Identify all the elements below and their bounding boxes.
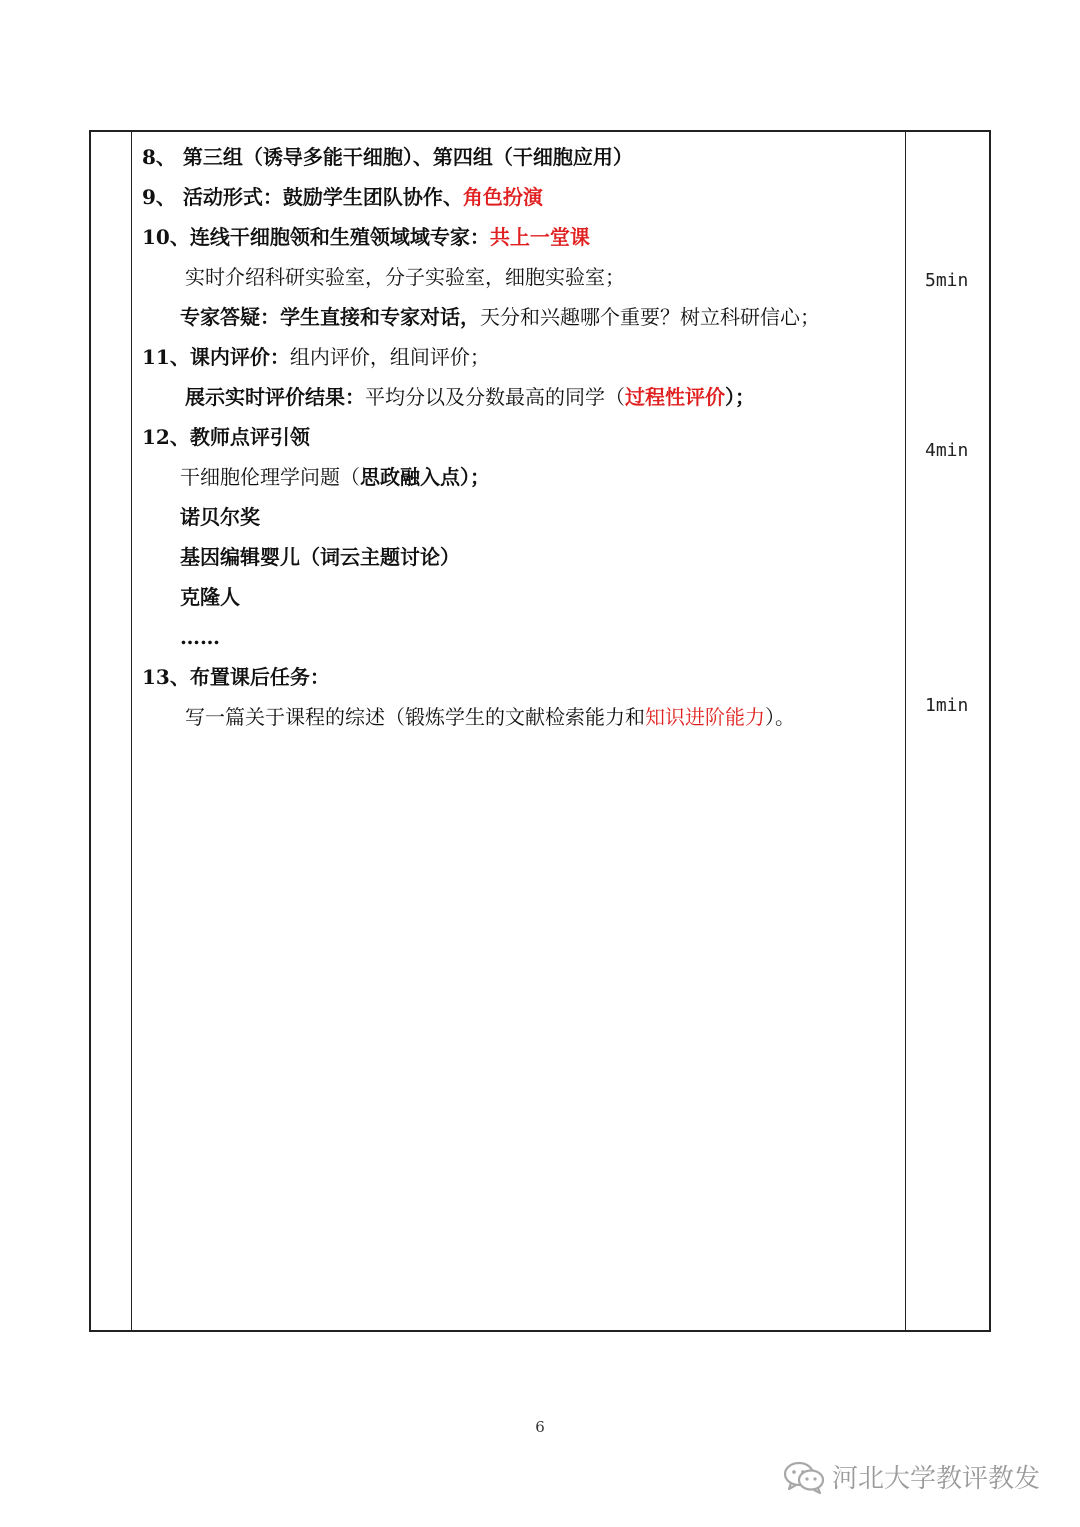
lesson-line-text: ）。 xyxy=(765,705,795,729)
lesson-line xyxy=(180,543,460,571)
lesson-line xyxy=(142,223,590,251)
lesson-line-text: 实时介绍科研实验室，分子实验室，细胞实验室； xyxy=(185,265,625,289)
lesson-line-text: 展示实时评价结果： xyxy=(185,385,365,409)
time-duration: 1min xyxy=(925,695,969,716)
lesson-line xyxy=(180,503,260,531)
lesson-line-text: 克隆人 xyxy=(180,585,240,609)
lesson-line-text: 专家答疑：学生直接和专家对话， xyxy=(180,305,480,329)
lesson-line-text: ）； xyxy=(725,385,755,409)
lesson-line xyxy=(180,463,490,491)
time-duration: 4min xyxy=(925,440,969,461)
lesson-line-text: 写一篇关于课程的综述（锻炼学生的文献检索能力和 xyxy=(185,705,645,729)
lesson-line-text: 组内评价，组间评价； xyxy=(289,345,490,369)
watermark-text: 河北大学教评教发 xyxy=(832,1464,1041,1494)
lesson-line-text: 基因编辑婴儿（词云主题讨论） xyxy=(180,545,460,569)
lesson-line-text: 天分和兴趣哪个重要？树立科研信心； xyxy=(480,305,820,329)
lesson-line xyxy=(185,383,755,411)
lesson-line-text: 知识进阶能力 xyxy=(645,705,765,729)
lesson-line-text: 8、 第三组（诱导多能干细胞）、第四组（干细胞应用） xyxy=(142,145,633,169)
lesson-line-text: 干细胞伦理学问题（ xyxy=(180,465,360,489)
lesson-line-text: 11、课内评价： xyxy=(142,345,290,369)
lesson-line-text: 平均分以及分数最高的同学（ xyxy=(365,385,625,409)
lesson-line-text: 诺贝尔奖 xyxy=(180,505,260,529)
lesson-line xyxy=(142,183,543,211)
lesson-line xyxy=(142,663,330,691)
lesson-line xyxy=(180,583,240,611)
lesson-line xyxy=(180,303,820,331)
wechat-icon xyxy=(782,1459,826,1495)
lesson-line xyxy=(142,423,310,451)
lesson-line-text: …… xyxy=(180,625,220,649)
lesson-line-text: 10、连线干细胞领和生殖领域域专家： xyxy=(142,225,490,249)
table-right-divider xyxy=(905,132,906,1330)
lesson-line-text: ）； xyxy=(460,465,490,489)
lesson-line xyxy=(185,263,625,291)
lesson-line-text: 9、 活动形式：鼓励学生团队协作、 xyxy=(142,185,463,209)
lesson-line xyxy=(185,703,795,731)
lesson-line-text: 12、教师点评引领 xyxy=(142,425,310,449)
lesson-line-text: 思政融入点 xyxy=(360,465,460,489)
table-left-divider xyxy=(131,132,132,1330)
lesson-line xyxy=(142,343,490,371)
watermark xyxy=(782,1458,1040,1495)
lesson-line-text: 过程性评价 xyxy=(625,385,725,409)
lesson-line xyxy=(142,143,633,171)
lesson-line-text: 共上一堂课 xyxy=(489,225,590,249)
time-duration: 5min xyxy=(925,270,969,291)
lesson-line xyxy=(180,623,220,651)
lesson-line-text: 13、布置课后任务： xyxy=(142,665,330,689)
lesson-line-text: 角色扮演 xyxy=(462,185,543,209)
page-number: 6 xyxy=(535,1418,545,1436)
